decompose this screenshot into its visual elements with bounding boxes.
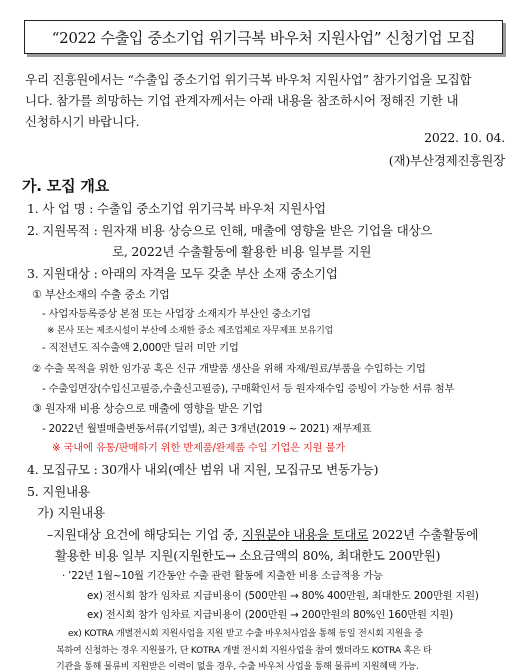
issuer-name: (재)부산경제진흥원장 bbox=[388, 153, 505, 168]
item-purpose-line-1: 2. 지원목적 : 원자재 비용 상승으로 인해, 매출에 영향을 받은 기업을 대상으 bbox=[27, 223, 433, 238]
criteria-3-detail: - 2022년 월별매출변동서류(기업별), 최근 3개년(2019 ~ 2021) 재무제표 bbox=[42, 423, 372, 435]
item-target: 3. 지원대상 : 아래의 자격을 모두 갖춘 부산 소재 중소기업 bbox=[27, 266, 338, 281]
document-date: 2022. 10. 04. bbox=[424, 130, 505, 145]
item-purpose-line-2: 로, 2022년 수출활동에 활용한 비용 일부를 지원 bbox=[112, 244, 372, 259]
criteria-1-detail-b: - 직전년도 직수출액 2,000만 딜러 미만 기업 bbox=[42, 342, 239, 354]
intro-line-1: 우리 진흥원에서는 “수출입 중소기업 위기극복 바우처 지원사업” 참가기업을 모집합 bbox=[25, 72, 472, 87]
intro-line-2: 니다. 참가를 희망하는 기업 관계자께서는 아래 내용을 참조하시어 정해진 기한 내 bbox=[25, 93, 459, 108]
criteria-1-note: ※ 본사 또는 제조시설이 부산에 소재한 중소 제조업체로 자무제표 보유기업 bbox=[47, 326, 334, 336]
support-detail-line-2: 활용한 비용 일부 지원(지원한도→ 소요금액의 80%, 최대한도 200만원) bbox=[55, 548, 441, 563]
item-project-name: 1. 사 업 명 : 수출입 중소기업 위기극복 바우처 지원사업 bbox=[27, 201, 326, 216]
support-detail-underlined: 지원분야 내용을 토대로 bbox=[241, 527, 369, 542]
example-3-line-2: 복하여 신청하는 경우 지원불가, 단 KOTRA 개별 전시회 지원사업을 참여 했더라도 KOTRA 혹은 타 bbox=[56, 646, 432, 656]
criteria-2: ② 수출 목적을 위한 임가공 혹은 신규 개발품 생산을 위해 자재/원료/부품을 수입하는 기업 bbox=[32, 363, 426, 375]
support-detail-line-1 bbox=[47, 525, 478, 543]
criteria-2-detail: - 수출입면장(수입신고필증,수출신고필증), 구매확인서 등 원자재수입 증빙이 가능한 서류 첨부 bbox=[42, 383, 455, 395]
example-1: ex) 전시회 참가 임차료 지급비용이 (500만원 → 80% 400만원, 최대한도 200만원 지원) bbox=[87, 590, 479, 602]
example-3-line-1: ex) KOTRA 개별전시회 지원사업을 지원 받고 수출 바우처사업을 통해 동일 전시회 지원을 중 bbox=[68, 629, 423, 639]
example-2: ex) 전시회 참가 임차료 지급비용이 (200만원 → 200만원의 80%인 160만원 지원) bbox=[87, 609, 454, 621]
item-support-sub: 가) 지원내용 bbox=[37, 505, 105, 520]
document-title: “2022 수출입 중소기업 위기극복 바우처 지원사업” 신청기업 모집 bbox=[24, 20, 503, 54]
criteria-1-detail-a: - 사업자등록증상 본점 또는 사업장 소재지가 부산인 중소기업 bbox=[42, 308, 311, 320]
criteria-3-warning: ※ 국내에 유통/판매하기 위한 반제품/완제품 수입 기업은 지원 불가 bbox=[52, 442, 345, 454]
item-support: 5. 지원내용 bbox=[27, 484, 90, 499]
criteria-1: ① 부산소재의 수출 중소 기업 bbox=[32, 288, 170, 301]
support-detail-pre: –지원대상 요건에 해당되는 기업 중, bbox=[47, 527, 242, 542]
item-scale: 4. 모집규모 : 30개사 내외(예산 범위 내 지원, 모집규모 변동가능) bbox=[27, 462, 379, 477]
support-retroactive: ‧ ’22년 1월~10월 기간동안 수출 관련 활동에 지출한 비용 소급적용 가능 bbox=[62, 570, 383, 582]
section-heading: 가. 모집 개요 bbox=[22, 177, 109, 195]
example-3-line-3: 기관을 통해 물류비 지원받은 이력이 없을 경우, 수출 바우처 사업을 통해 물류비 지원혜택 가능. bbox=[56, 662, 419, 672]
intro-line-3: 신청하시기 바랍니다. bbox=[25, 114, 140, 129]
support-detail-post: 2022년 수출활동에 bbox=[368, 527, 479, 542]
criteria-3: ③ 원자재 비용 상승으로 매출에 영향을 받은 기업 bbox=[32, 402, 263, 415]
